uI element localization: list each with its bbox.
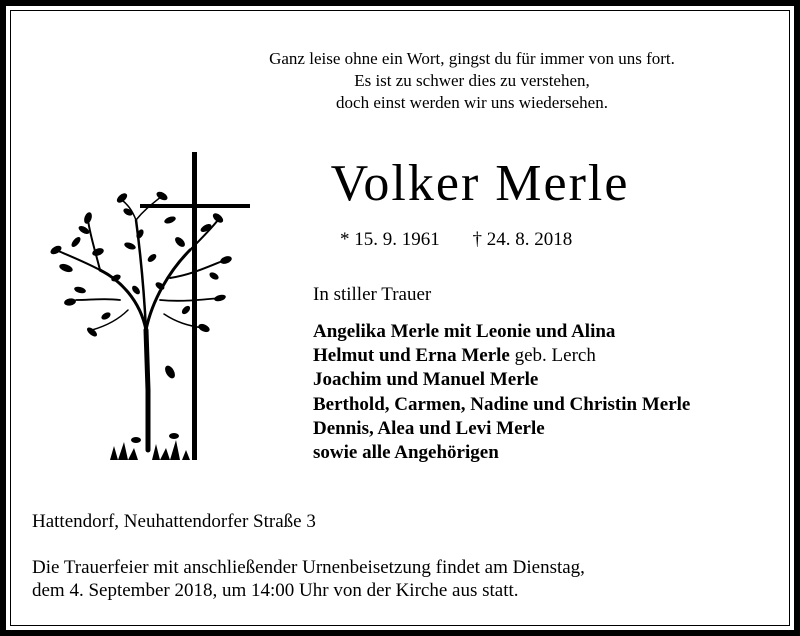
poem-line-2: Es ist zu schwer dies zu verstehen, xyxy=(354,71,590,90)
death-date: † 24. 8. 2018 xyxy=(472,229,573,250)
mourner-line-5: Dennis, Alea und Levi Merle xyxy=(313,417,545,439)
mourner-line-1: Angelika Merle mit Leonie und Alina xyxy=(313,321,616,342)
mourner-line-6: sowie alle Angehörigen xyxy=(313,442,499,464)
cross-with-tree-icon xyxy=(40,150,260,470)
notice-line-2: dem 4. September 2018, um 14:00 Uhr von der Kirche aus statt. xyxy=(32,580,519,601)
birth-date: * 15. 9. 1961 xyxy=(340,229,440,250)
funeral-notice xyxy=(32,556,585,602)
mourner-line-4: Berthold, Carmen, Nadine und Christin Merle xyxy=(313,393,691,415)
mourner-line-2-names: Helmut und Erna Merle xyxy=(313,345,510,367)
mourner-line-3: Joachim und Manuel Merle xyxy=(313,369,539,391)
notice-line-1: Die Trauerfeier mit anschließender Urnenbeisetzung findet am Dienstag, xyxy=(32,557,585,578)
mourner-line-2-birthname: geb. Lerch xyxy=(509,345,596,367)
life-dates xyxy=(340,228,620,252)
address: Hattendorf, Neuhattendorfer Straße 3 xyxy=(32,511,316,532)
deceased-name: Volker Merle xyxy=(330,155,630,212)
poem-line-3: doch einst werden wir uns wiedersehen. xyxy=(336,93,608,112)
mourning-intro: In stiller Trauer xyxy=(313,284,432,305)
mourners-list xyxy=(313,320,690,465)
poem xyxy=(212,48,732,114)
mourner-line-2 xyxy=(313,344,690,368)
poem-line-1: Ganz leise ohne ein Wort, gingst du für immer von uns fort. xyxy=(269,49,675,68)
